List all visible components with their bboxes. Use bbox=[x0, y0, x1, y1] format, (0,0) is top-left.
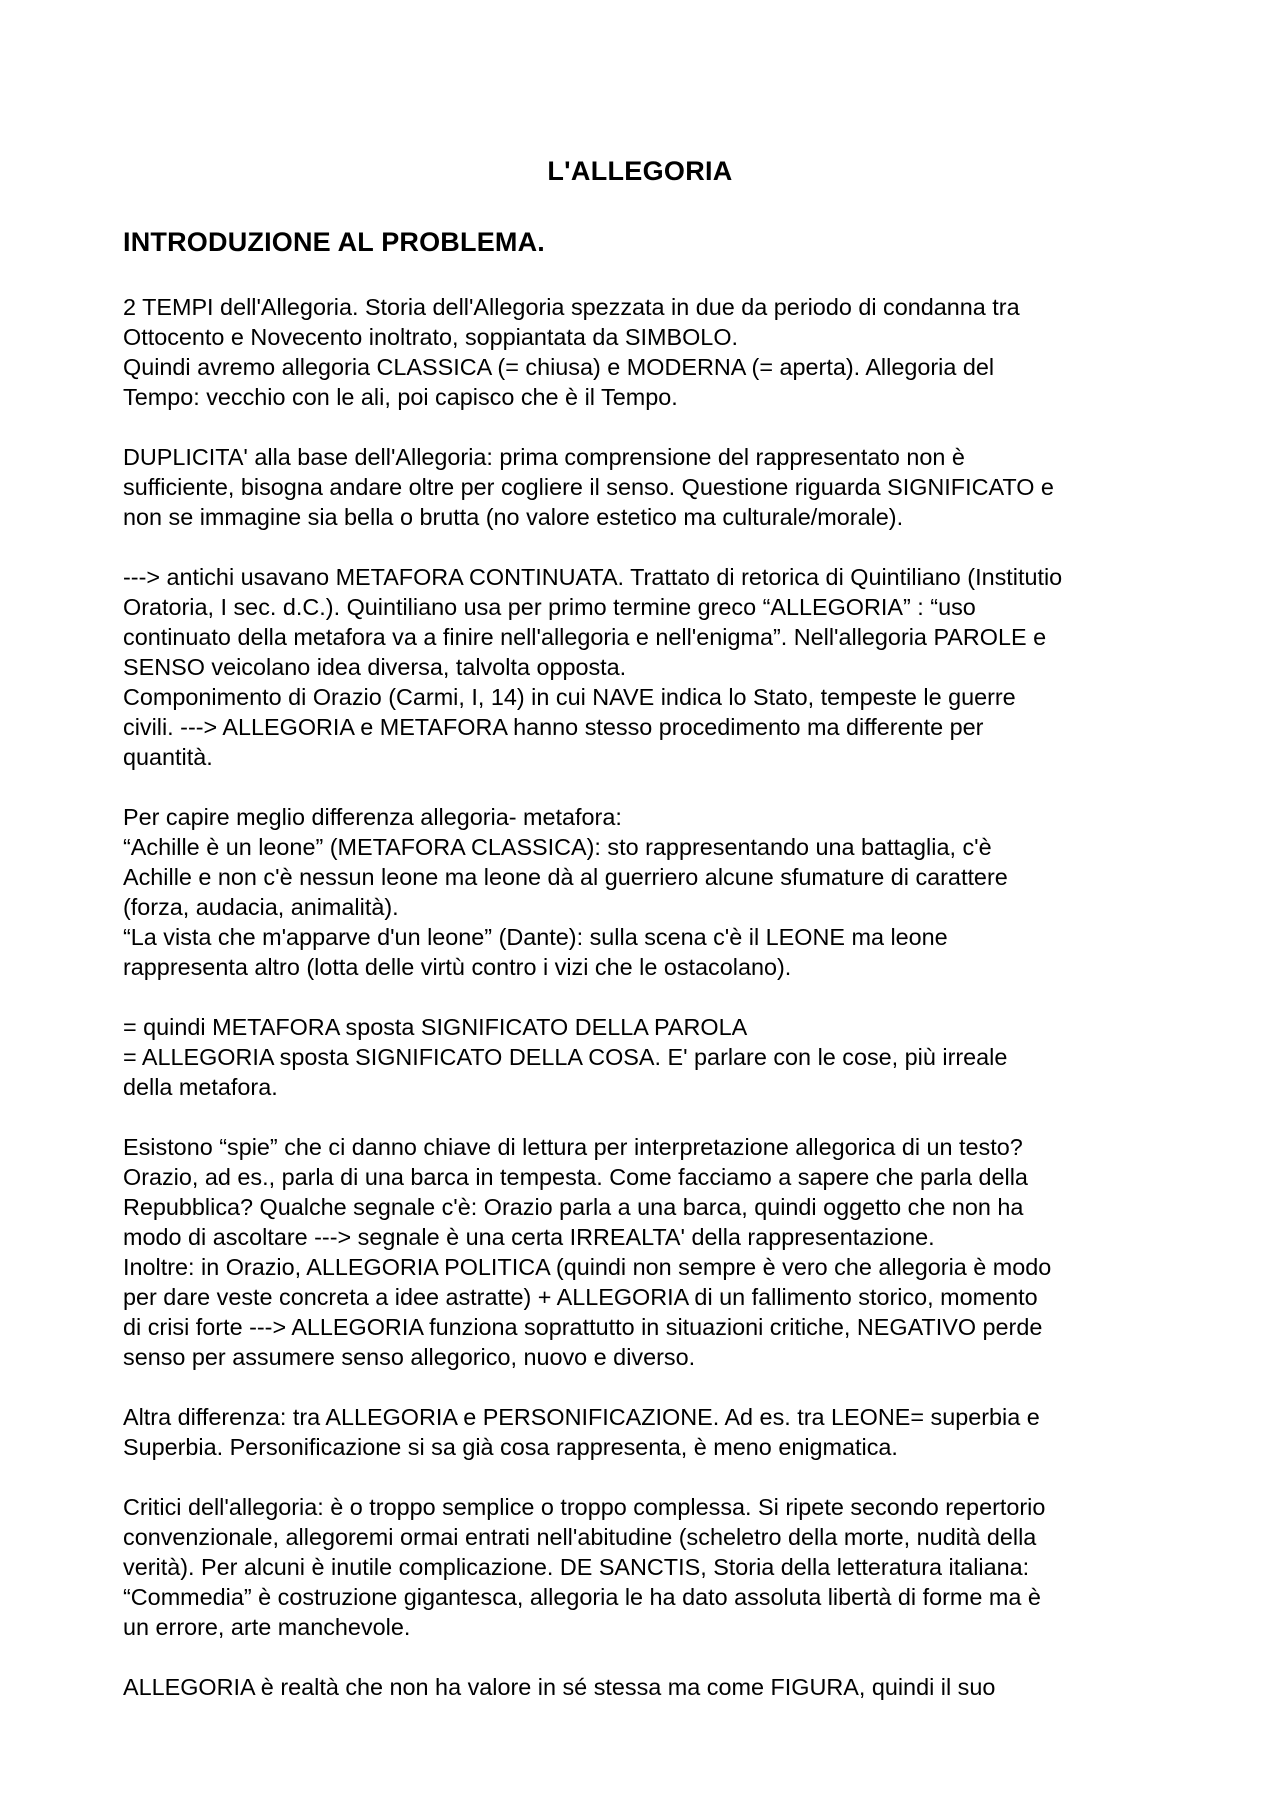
text-line: Ottocento e Novecento inoltrato, soppiantata da SIMBOLO. bbox=[123, 324, 739, 350]
text-line: = quindi METAFORA sposta SIGNIFICATO DELLA PAROLA bbox=[123, 1014, 748, 1040]
paragraph bbox=[123, 1012, 1183, 1102]
text-line: rappresenta altro (lotta delle virtù contro i vizi che le ostacolano). bbox=[123, 954, 792, 980]
paragraph bbox=[123, 442, 1183, 532]
text-line: modo di ascoltare ---> segnale è una certa IRREALTA' della rappresentazione. bbox=[123, 1224, 935, 1250]
paragraph bbox=[123, 1492, 1183, 1642]
text-line: Orazio, ad es., parla di una barca in tempesta. Come facciamo a sapere che parla della bbox=[123, 1164, 1028, 1190]
text-line: 2 TEMPI dell'Allegoria. Storia dell'Allegoria spezzata in due da periodo di condanna tra bbox=[123, 294, 1020, 320]
text-line: non se immagine sia bella o brutta (no valore estetico ma culturale/morale). bbox=[123, 504, 904, 530]
text-line: civili. ---> ALLEGORIA e METAFORA hanno stesso procedimento ma differente per bbox=[123, 714, 984, 740]
text-line: (forza, audacia, animalità). bbox=[123, 894, 399, 920]
text-line: Esistono “spie” che ci danno chiave di lettura per interpretazione allegorica di un testo? bbox=[123, 1134, 1023, 1160]
text-line: ALLEGORIA è realtà che non ha valore in sé stessa ma come FIGURA, quindi il suo bbox=[123, 1674, 996, 1700]
paragraph bbox=[123, 1132, 1183, 1372]
text-line: convenzionale, allegoremi ormai entrati nell'abitudine (scheletro della morte, nudità della bbox=[123, 1524, 1037, 1550]
text-line: quantità. bbox=[123, 744, 213, 770]
text-line: senso per assumere senso allegorico, nuovo e diverso. bbox=[123, 1344, 696, 1370]
paragraph bbox=[123, 802, 1183, 982]
text-line: sufficiente, bisogna andare oltre per cogliere il senso. Questione riguarda SIGNIFICATO e bbox=[123, 474, 1054, 500]
text-line: Critici dell'allegoria: è o troppo semplice o troppo complessa. Si ripete secondo repertorio bbox=[123, 1494, 1046, 1520]
text-line: Per capire meglio differenza allegoria- metafora: bbox=[123, 804, 622, 830]
text-line: Achille e non c'è nessun leone ma leone dà al guerriero alcune sfumature di carattere bbox=[123, 864, 1008, 890]
text-line: continuato della metafora va a finire nell'allegoria e nell'enigma”. Nell'allegoria PAROLE e bbox=[123, 624, 1047, 650]
text-line: Superbia. Personificazione si sa già cosa rappresenta, è meno enigmatica. bbox=[123, 1434, 898, 1460]
text-line: ---> antichi usavano METAFORA CONTINUATA. Trattato di retorica di Quintiliano (Institutio bbox=[123, 564, 1063, 590]
paragraph bbox=[123, 1672, 1183, 1702]
paragraph bbox=[123, 1402, 1183, 1462]
text-line: Repubblica? Qualche segnale c'è: Orazio parla a una barca, quindi oggetto che non ha bbox=[123, 1194, 1024, 1220]
text-line: “Achille è un leone” (METAFORA CLASSICA): sto rappresentando una battaglia, c'è bbox=[123, 834, 992, 860]
text-line: SENSO veicolano idea diversa, talvolta opposta. bbox=[123, 654, 627, 680]
text-line: per dare veste concreta a idee astratte) + ALLEGORIA di un fallimento storico, momento bbox=[123, 1284, 1038, 1310]
paragraph bbox=[123, 292, 1183, 412]
section-heading: INTRODUZIONE AL PROBLEMA. bbox=[123, 227, 545, 257]
text-line: Quindi avremo allegoria CLASSICA (= chiusa) e MODERNA (= aperta). Allegoria del bbox=[123, 354, 995, 380]
text-line: = ALLEGORIA sposta SIGNIFICATO DELLA COSA. E' parlare con le cose, più irreale bbox=[123, 1044, 1008, 1070]
text-line: della metafora. bbox=[123, 1074, 278, 1100]
text-line: Altra differenza: tra ALLEGORIA e PERSONIFICAZIONE. Ad es. tra LEONE= superbia e bbox=[123, 1404, 1040, 1430]
document-body bbox=[123, 292, 1183, 1732]
paragraph bbox=[123, 562, 1183, 772]
text-line: “Commedia” è costruzione gigantesca, allegoria le ha dato assoluta libertà di forme ma è bbox=[123, 1584, 1041, 1610]
text-line: Componimento di Orazio (Carmi, I, 14) in cui NAVE indica lo Stato, tempeste le guerre bbox=[123, 684, 1016, 710]
text-line: Tempo: vecchio con le ali, poi capisco che è il Tempo. bbox=[123, 384, 678, 410]
text-line: verità). Per alcuni è inutile complicazione. DE SANCTIS, Storia della letteratura italiana: bbox=[123, 1554, 1030, 1580]
text-line: un errore, arte manchevole. bbox=[123, 1614, 411, 1640]
text-line: DUPLICITA' alla base dell'Allegoria: prima comprensione del rappresentato non è bbox=[123, 444, 965, 470]
text-line: di crisi forte ---> ALLEGORIA funziona soprattutto in situazioni critiche, NEGATIVO perde bbox=[123, 1314, 1043, 1340]
document-title: L'ALLEGORIA bbox=[547, 156, 733, 186]
text-line: “La vista che m'apparve d'un leone” (Dante): sulla scena c'è il LEONE ma leone bbox=[123, 924, 948, 950]
text-line: Oratoria, I sec. d.C.). Quintiliano usa per primo termine greco “ALLEGORIA” : “uso bbox=[123, 594, 976, 620]
text-line: Inoltre: in Orazio, ALLEGORIA POLITICA (quindi non sempre è vero che allegoria è modo bbox=[123, 1254, 1052, 1280]
